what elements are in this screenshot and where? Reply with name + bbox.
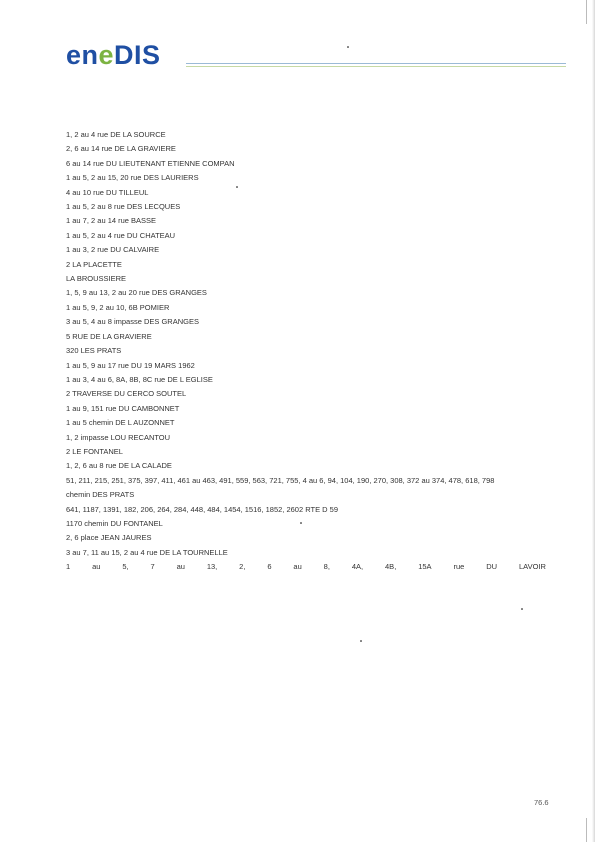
scan-speck xyxy=(360,640,362,642)
address-word: au xyxy=(92,562,101,572)
address-line: 1 au 5, 9, 2 au 10, 6B POMIER xyxy=(66,302,170,312)
address-line: 1 au 5, 2 au 15, 20 rue DES LAURIERS xyxy=(66,173,199,183)
address-line: 2 LE FONTANEL xyxy=(66,446,123,456)
address-word: 4B, xyxy=(385,562,397,572)
address-line: 2, 6 place JEAN JAURES xyxy=(66,533,152,543)
address-word: LAVOIR xyxy=(518,562,546,572)
address-line: 320 LES PRATS xyxy=(66,346,122,356)
page-number: 76.6 xyxy=(534,798,549,807)
address-line: 51, 211, 215, 251, 375, 397, 411, 461 au 463, 491, 559, 563, 721, 755, 4 au 6, 94, 104, 190, 270, 308, 372 au 374, 478, 618, 798 xyxy=(66,475,495,485)
address-line: 4 au 10 rue DU TILLEUL xyxy=(66,187,149,197)
address-word: 4A, xyxy=(351,562,364,572)
address-word: rue xyxy=(453,562,465,572)
address-line: LA BROUSSIERE xyxy=(66,274,127,284)
address-word: au xyxy=(293,562,302,572)
scan-speck xyxy=(521,608,523,610)
address-line: 1 au 3, 4 au 6, 8A, 8B, 8C rue DE L EGLISE xyxy=(66,374,213,384)
address-line: 3 au 5, 4 au 8 impasse DES GRANGES xyxy=(66,317,199,327)
scan-speck xyxy=(300,522,302,524)
address-word: 5, xyxy=(122,562,129,572)
address-word: 2, xyxy=(239,562,246,572)
address-word: 13, xyxy=(206,562,218,572)
scan-edge-bottom xyxy=(578,818,587,842)
address-word: DU xyxy=(486,562,498,572)
address-line: 1170 chemin DU FONTANEL xyxy=(66,518,163,528)
address-line: 1, 2, 6 au 8 rue DE LA CALADE xyxy=(66,461,172,471)
header-rule xyxy=(186,63,566,64)
address-line: 641, 1187, 1391, 182, 206, 264, 284, 448, 484, 1454, 1516, 1852, 2602 RTE D 59 xyxy=(66,504,339,514)
address-line: chemin DES PRATS xyxy=(66,490,135,500)
address-word: au xyxy=(176,562,185,572)
address-line: 2 LA PLACETTE xyxy=(66,259,122,269)
address-word: 15A xyxy=(418,562,432,572)
address-line: 1, 2 au 4 rue DE LA SOURCE xyxy=(66,130,166,139)
address-line: 1 au 5, 2 au 4 rue DU CHATEAU xyxy=(66,230,176,240)
address-line: 5 RUE DE LA GRAVIERE xyxy=(66,331,152,341)
scan-speck xyxy=(347,46,349,48)
address-word: 1 xyxy=(66,562,71,572)
scan-speck xyxy=(236,186,238,188)
address-line: 1 au 5, 9 au 17 rue DU 19 MARS 1962 xyxy=(66,360,195,370)
address-word: 6 xyxy=(267,562,272,572)
address-list xyxy=(66,128,566,575)
scan-edge-top xyxy=(578,0,587,24)
address-line-justified xyxy=(66,560,546,574)
address-line: 2, 6 au 14 rue DE LA GRAVIERE xyxy=(66,144,176,154)
address-line: 1, 5, 9 au 13, 2 au 20 rue DES GRANGES xyxy=(66,288,207,298)
address-line: 2 TRAVERSE DU CERCO SOUTEL xyxy=(66,389,187,399)
address-line: 1, 2 impasse LOU RECANTOU xyxy=(66,432,171,442)
address-line: 1 au 5, 2 au 8 rue DES LECQUES xyxy=(66,202,181,212)
address-word: 7 xyxy=(150,562,155,572)
enedis-logo: eneDIS xyxy=(66,40,161,70)
address-word: 8, xyxy=(323,562,330,572)
address-line: 3 au 7, 11 au 15, 2 au 4 rue DE LA TOURNELLE xyxy=(66,547,228,557)
address-line: 6 au 14 rue DU LIEUTENANT ETIENNE COMPAN xyxy=(66,158,235,168)
address-line: 1 au 7, 2 au 14 rue BASSE xyxy=(66,216,157,226)
address-line: 1 au 3, 2 rue DU CALVAIRE xyxy=(66,245,160,255)
address-line: 1 au 5 chemin DE L AUZONNET xyxy=(66,418,175,428)
address-line: 1 au 9, 151 rue DU CAMBONNET xyxy=(66,403,180,413)
